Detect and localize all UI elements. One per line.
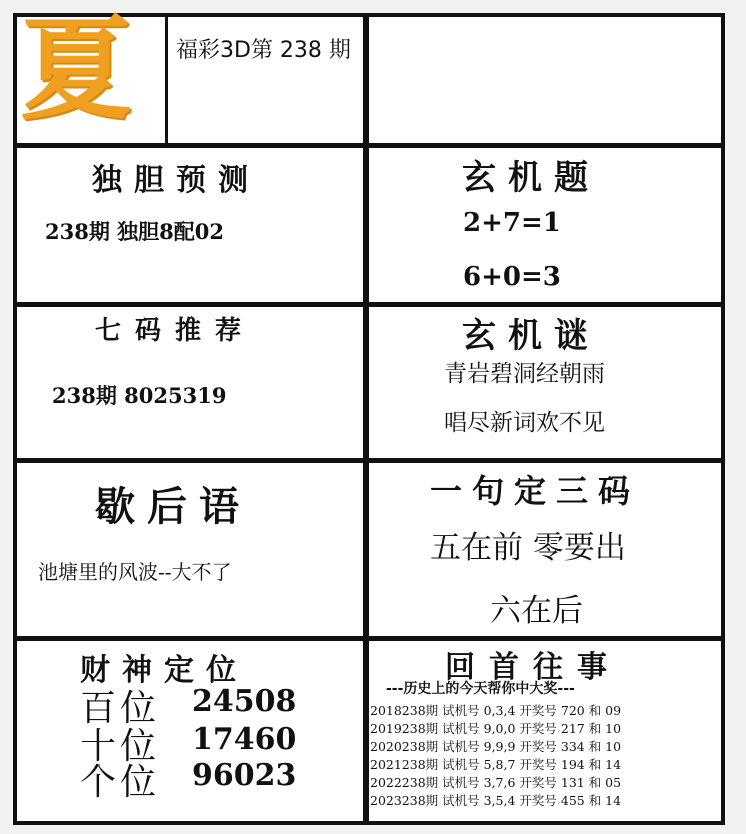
huishou-subtitle: ---历史上的今天帮你中大奖--- xyxy=(386,681,575,697)
history-row: 2020238期 试机号 9,9,9 开奖号 334 和 10 xyxy=(370,739,622,754)
xuanji-ti-line-2: 6+0=3 xyxy=(463,262,561,292)
divider xyxy=(15,143,723,148)
caishen-value-ge: 96023 xyxy=(192,758,297,793)
divider xyxy=(363,15,369,823)
caishen-title: 财神定位 xyxy=(80,653,248,688)
caishen-value-bai: 24508 xyxy=(192,684,297,719)
history-row: 2018238期 试机号 0,3,4 开奖号 720 和 09 xyxy=(370,703,622,718)
history-row: 2023238期 试机号 3,5,4 开奖号 455 和 14 xyxy=(370,793,622,808)
issue-title: 福彩3D第 238 期 xyxy=(176,38,351,63)
caishen-label-ge: 个位 xyxy=(80,762,161,803)
history-row: 2021238期 试机号 5,8,7 开奖号 194 和 14 xyxy=(370,757,622,772)
xiehouyu-line: 池塘里的风波--大不了 xyxy=(38,560,232,584)
yiju-title: 一句定三码 xyxy=(430,472,641,510)
caishen-value-shi: 17460 xyxy=(192,722,297,757)
xuanji-mi-title: 玄机谜 xyxy=(462,316,600,356)
xuanji-ti-line-1: 2+7=1 xyxy=(463,208,561,238)
yiju-line-1: 五在前 零要出 xyxy=(430,530,626,566)
xuanji-mi-line-2: 唱尽新词欢不见 xyxy=(444,410,605,436)
qima-title: 七码推荐 xyxy=(95,316,256,346)
dudan-title: 独胆预测 xyxy=(92,163,260,198)
caishen-label-shi: 十位 xyxy=(80,726,161,767)
history-row: 2022238期 试机号 3,7,6 开奖号 131 和 05 xyxy=(370,775,622,790)
caishen-label-bai: 百位 xyxy=(80,688,161,729)
xuanji-ti-title: 玄机题 xyxy=(462,158,600,198)
divider xyxy=(15,636,723,641)
divider xyxy=(15,458,723,463)
xuanji-mi-line-1: 青岩碧洞经朝雨 xyxy=(444,361,605,387)
history-row: 2019238期 试机号 9,0,0 开奖号 217 和 10 xyxy=(370,721,622,736)
huishou-title: 回首往事 xyxy=(445,650,621,685)
qima-line: 238期 8025319 xyxy=(52,383,227,408)
logo-summer-char: 夏 xyxy=(20,4,132,135)
yiju-line-2: 六在后 xyxy=(490,593,583,629)
xiehouyu-title: 歇后语 xyxy=(95,483,251,530)
dudan-line: 238期 独胆8配02 xyxy=(45,219,224,244)
divider xyxy=(165,15,168,145)
divider xyxy=(15,302,723,307)
